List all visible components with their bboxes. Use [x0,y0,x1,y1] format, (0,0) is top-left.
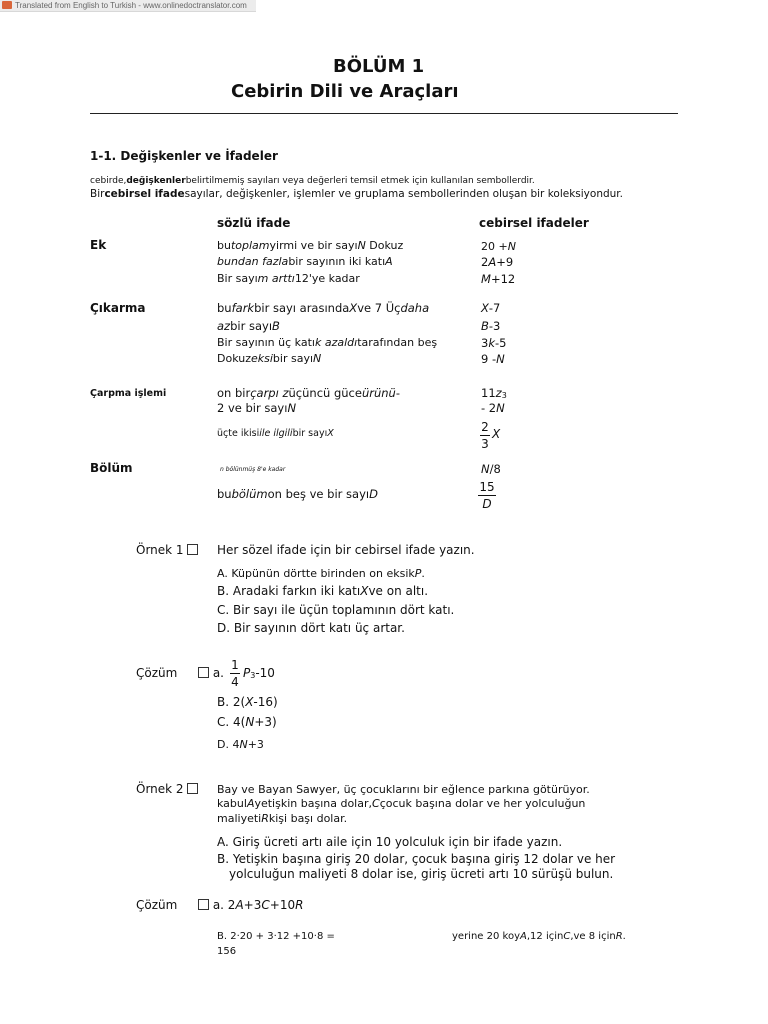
fraction-fifteen-over-d: 15 D [479,480,495,511]
solution-1-item-a-prefix: a. [198,667,224,681]
column-header-verbal: sözlü ifade [217,216,291,230]
translator-logo-icon [2,1,12,9]
chapter-number: BÖLÜM 1 [333,56,425,77]
algebraic-row: 20 +N [481,240,516,253]
category-multiplication: Çarpma işlemi [90,388,167,399]
example-1-item-b: B. Aradaki farkın iki katıXve on altı. [217,584,429,598]
translation-banner[interactable] [0,0,256,12]
solution-1-item-b: B. 2(X-16) [217,695,278,709]
example-2-text-line-3: maliyetiRkişi başı dolar. [217,812,348,825]
algebraic-row: X-7 [481,301,501,315]
example-2-question-a: A. Giriş ücreti artı aile için 10 yolculuk için bir ifade yazın. [217,835,563,849]
solution-2-item-a: a. 2A+3C+10R [198,899,303,913]
example-2-label: Örnek 2 [136,783,198,797]
algebraic-row: N/8 [481,462,501,476]
checkbox-icon [187,783,198,794]
solution-2-item-b: B. 2·20 + 3·12 +10·8 = [217,931,335,942]
verbal-row: Dokuzeksibir sayıN [217,352,322,365]
verbal-row: bundan fazlabir sayının iki katıA [217,255,393,268]
solution-2-substitution-note: yerine 20 koyA,12 içinC,ve 8 içinR. [452,931,626,942]
verbal-row: bubölümon beş ve bir sayıD [217,487,378,501]
column-header-algebraic: cebirsel ifadeler [479,216,589,230]
solution-1-label: Çözüm [136,666,178,680]
category-division: Bölüm [90,461,133,475]
solution-1-item-a-expression: P3-10 [243,666,275,680]
verbal-row: 2 ve bir sayıN [217,401,297,415]
chapter-title: Cebirin Dili ve Araçları [231,81,459,102]
solution-2-label: Çözüm [136,898,178,912]
section-title: 1-1. Değişkenler ve İfadeler [90,149,278,163]
verbal-row: Bir sayının üç katık azaldıtarafından beş [217,336,438,349]
fraction-variable: X [492,427,501,441]
header-divider [90,113,678,114]
solution-2-item-b-result: 156 [217,946,237,957]
algebraic-row: 9 -N [481,352,505,366]
algebraic-row: 2A+9 [481,255,514,269]
solution-1-item-c: C. 4(N+3) [217,715,277,729]
checkbox-icon [198,899,209,910]
example-1-prompt: Her sözel ifade için bir cebirsel ifade yazın. [217,543,475,557]
verbal-row: n bölünmüş 8'e kadar [220,466,286,473]
algebraic-row: M+12 [481,272,516,286]
checkbox-icon [187,544,198,555]
verbal-row: butoplamyirmi ve bir sayıN Dokuz [217,239,404,252]
example-2-question-b-continued: yolculuğun maliyeti 8 dolar ise, giriş ücreti artı 10 sürüşü bulun. [229,867,614,881]
verbal-row: azbir sayıB [217,319,280,333]
algebraic-row: 11z3 [481,386,507,400]
definition-variables: cebirde,değişkenlerbelirtilmemiş sayıları veya değerleri temsil etmek için kullanılan sembollerdir. [90,176,535,186]
example-2-question-b: B. Yetişkin başına giriş 20 dolar, çocuk başına giriş 12 dolar ve her [217,852,616,866]
category-addition: Ek [90,238,107,252]
fraction-one-quarter: 1 4 [231,658,239,689]
verbal-row: on birçarpı züçüncü güceürünü- [217,386,400,400]
verbal-row: üçte ikisiile ilgilibir sayıX [217,428,334,439]
example-2-text-line-2: kabulAyetişkin başına dolar,Cçocuk başına dolar ve her yolculuğun [217,797,586,810]
verbal-row: Bir sayım arttı12'ye kadar [217,272,360,285]
definition-algebraic-expression: Bircebirsel ifadesayılar, değişkenler, işlemler ve gruplama sembollerinden oluşan bir koleksiyondur. [90,188,623,200]
example-1-item-d: D. Bir sayının dört katı üç artar. [217,621,405,635]
solution-1-item-d: D. 4N+3 [217,738,264,751]
fraction-two-thirds: 2 3 [481,420,489,451]
verbal-row: bufarkbir sayı arasındaXve 7 Üçdaha [217,301,430,315]
category-subtraction: Çıkarma [90,301,146,315]
algebraic-row: B-3 [481,319,501,333]
banner-text: Translated from English to Turkish - www.onlinedoctranslator.com [15,1,247,10]
example-1-item-a: A. Küpünün dörtte birinden on eksikP. [217,567,425,580]
algebraic-row: - 2N [481,401,505,415]
checkbox-icon [198,667,209,678]
example-1-label: Örnek 1 [136,544,198,558]
example-2-text-line-1: Bay ve Bayan Sawyer, üç çocuklarını bir eğlence parkına götürüyor. [217,783,590,796]
example-1-item-c: C. Bir sayı ile üçün toplamının dört katı. [217,603,455,617]
algebraic-row: 3k-5 [481,336,507,350]
